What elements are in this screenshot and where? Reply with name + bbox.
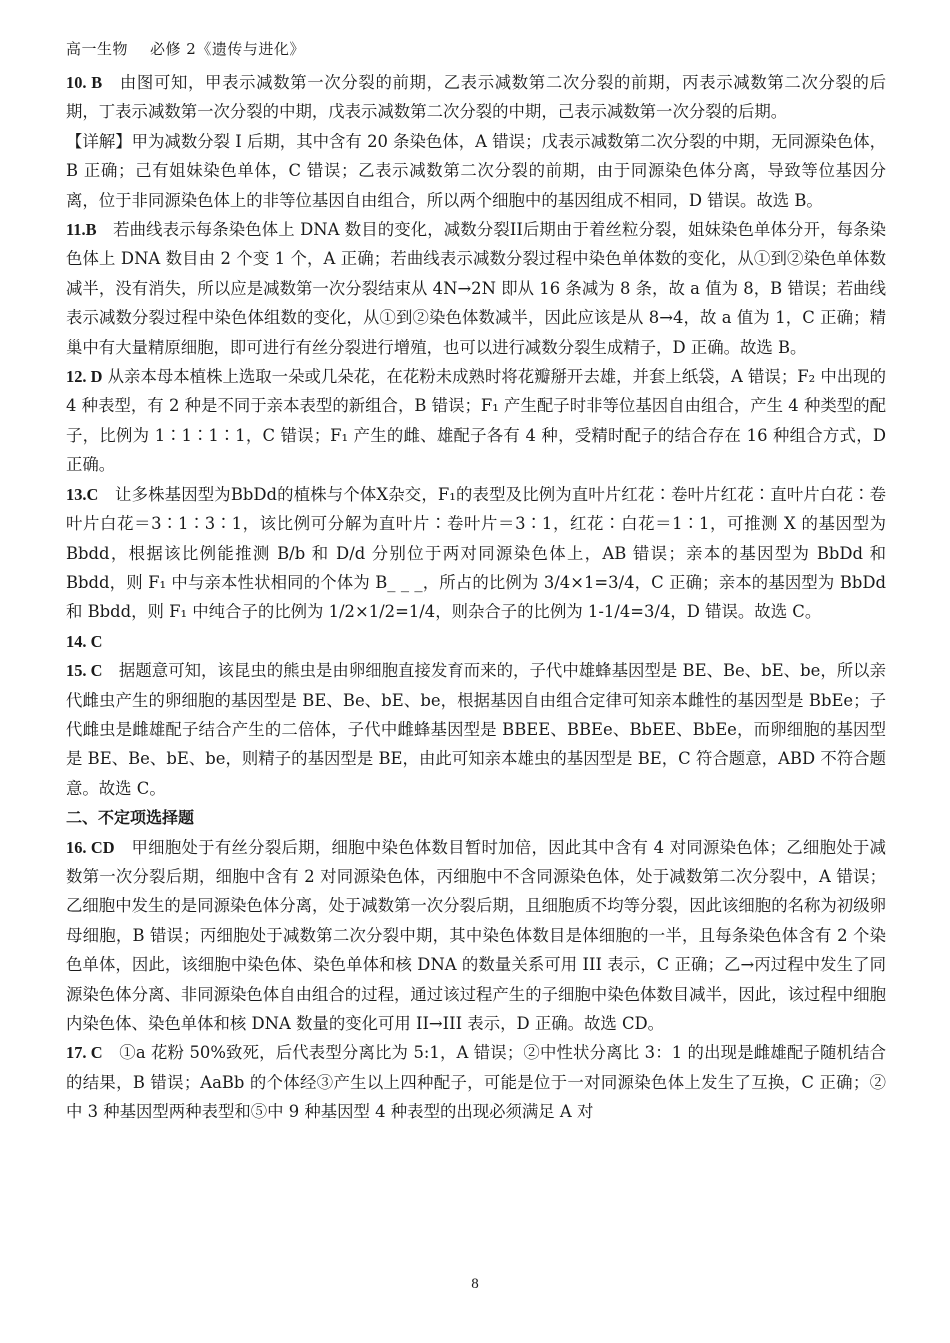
header-grade: 高一生物 xyxy=(66,40,129,58)
answer-number: 11.B xyxy=(66,220,97,240)
answer-11 xyxy=(66,215,886,362)
answer-text: 由图可知，甲表示减数第一次分裂的前期，乙表示减数第二次分裂的前期，丙表示减数第二次分裂的后期，丁表示减数第一次分裂的中期，戊表示减数第二次分裂的中期，己表示减数第一次分裂的后期。 xyxy=(66,73,886,122)
answer-16 xyxy=(66,833,886,1039)
header-book: 必修 2《遗传与进化》 xyxy=(150,40,305,58)
answer-number: 17. C xyxy=(66,1043,103,1063)
answer-number: 16. CD xyxy=(66,837,115,857)
answer-number: 15. C xyxy=(66,661,103,681)
answer-14 xyxy=(66,627,886,656)
answer-text: 让多株基因型为BbDd的植株与个体X杂交，F₁的表型及比例为直叶片红花∶卷叶片红花∶直叶片白花∶卷叶片白花＝3∶1∶3∶1，该比例可分解为直叶片∶卷叶片＝3∶1，红花∶白花＝1∶1，可推测 X 的基因型为 Bbdd，根据该比例能推测 B/b 和 D/d 分别位于两对同源染色体上，AB 错误；亲本的基因型为 BbDd 和 Bbdd，则 F₁ 中与亲本性状相同的个体为 B_ _ _，所占的比例为 3/4×1=3/4，C 正确；亲本的基因型为 BbDd 和 Bbdd，则 F₁ 中纯合子的比例为 1/2×1/2=1/4，则杂合子的比例为 1-1/4=3/4，D 错误。故选 C。 xyxy=(66,484,886,622)
answer-10-detail xyxy=(66,127,886,215)
answer-15 xyxy=(66,656,886,803)
answer-number: 14. C xyxy=(66,631,103,651)
answer-17 xyxy=(66,1038,886,1126)
answer-number: 12. D xyxy=(66,367,103,387)
answer-text: ①a 花粉 50%致死，后代表型分离比为 5:1，A 错误；②中性状分离比 3：1 的出现是雌雄配子随机结合的结果，B 错误；AaBb 的个体经③产生以上四种配子，可能是位于一对同源染色体上发生了互换，C 正确；②中 3 种基因型两种表型和⑤中 9 种基因型 4 种表型的出现必须满足 A 对 xyxy=(66,1043,886,1122)
answer-text: 从亲本母本植株上选取一朵或几朵花，在花粉未成熟时将花瓣掰开去雄，并套上纸袋，A 错误；F₂ 中出现的 4 种表型，有 2 种是不同于亲本表型的新组合，B 错误；F₁ 产生配子时非等位基因自由组合，产生 4 种类型的配子，比例为 1∶1∶1∶1，C 错误；F₁ 产生的雌、雄配子各有 4 种，受精时配子的结合存在 16 种组合方式，D 正确。 xyxy=(66,367,886,475)
section-heading: 二、不定项选择题 xyxy=(66,808,195,828)
answer-text: 若曲线表示每条染色体上 DNA 数目的变化，减数分裂II后期由于着丝粒分裂，姐妹染色单体分开，每条染色体上 DNA 数目由 2 个变 1 个，A 正确；若曲线表示减数分裂过程中染色单体数的变化，从①到②染色单体数减半，没有消失，所以应是减数第一次分裂结束从 4N→2N 即从 16 条减为 8 条，故 a 值为 8，B 错误；若曲线表示减数分裂过程中染色体组数的变化，从①到②染色体数减半，因此应该是从 8→4，故 a 值为 1，C 正确；精巢中有大量精原细胞，即可进行有丝分裂进行增殖，也可以进行减数分裂生成精子，D 正确。故选 B。 xyxy=(66,220,886,357)
answer-10 xyxy=(66,68,886,127)
page-number: 8 xyxy=(471,1276,479,1292)
answer-12 xyxy=(66,362,886,480)
answer-number: 10. B xyxy=(66,73,103,92)
answer-text: 据题意可知，该昆虫的熊虫是由卵细胞直接发育而来的，子代中雄蜂基因型是 BE、Be、bE、be，所以亲代雌虫产生的卵细胞的基因型是 BE、Be、bE、be，根据基因自由组合定律可知亲本雌性的基因型是 BbEe；子代雌虫是雌雄配子结合产生的二倍体，子代中雌蜂基因型是 BBEE、BBEe、BbEE、BbEe，而卵细胞的基因型是 BE、Be、bE、be，则精子的基因型是 BE，由此可知亲本雄虫的基因型是 BE，C 符合题意，ABD 不符合题意。故选 C。 xyxy=(66,661,886,798)
answer-number: 13.C xyxy=(66,484,99,504)
answer-text: 甲细胞处于有丝分裂后期，细胞中染色体数目暂时加倍，因此其中含有 4 对同源染色体；乙细胞处于减数第一次分裂后期，细胞中含有 2 对同源染色体，丙细胞中不含同源染色体，处于减数第二次分裂中，A 错误；乙细胞中发生的是同源染色体分离，处于减数第一次分裂后期，且细胞质不均等分裂，因此该细胞的名称为初级卵母细胞，B 错误；丙细胞处于减数第二次分裂中期，其中染色体数目是体细胞的一半，且每条染色体含有 2 个染色单体，因此，该细胞中染色体、染色单体和核 DNA 的数量关系可用 III 表示，C 正确；乙→丙过程中发生了同源染色体分离、非同源染色体自由组合的过程，通过该过程产生的子细胞中染色体数目减半，因此，该过程中细胞内染色体、染色单体和核 DNA 数量的变化可用 II→III 表示，D 正确。故选 CD。 xyxy=(66,837,886,1033)
answer-text: 【详解】甲为减数分裂 I 后期，其中含有 20 条染色体，A 错误；戊表示减数第二次分裂的中期，无同源染色体，B 正确；己有姐妹染色单体，C 错误；乙表示减数第二次分裂的前期，由于同源染色体分离，导致等位基因分离，位于非同源染色体上的非等位基因自由组合，所以两个细胞中的基因组成不相同，D 错误。故选 B。 xyxy=(66,131,886,210)
page-header xyxy=(66,38,327,59)
answer-content xyxy=(66,68,886,1127)
answer-13 xyxy=(66,480,886,627)
